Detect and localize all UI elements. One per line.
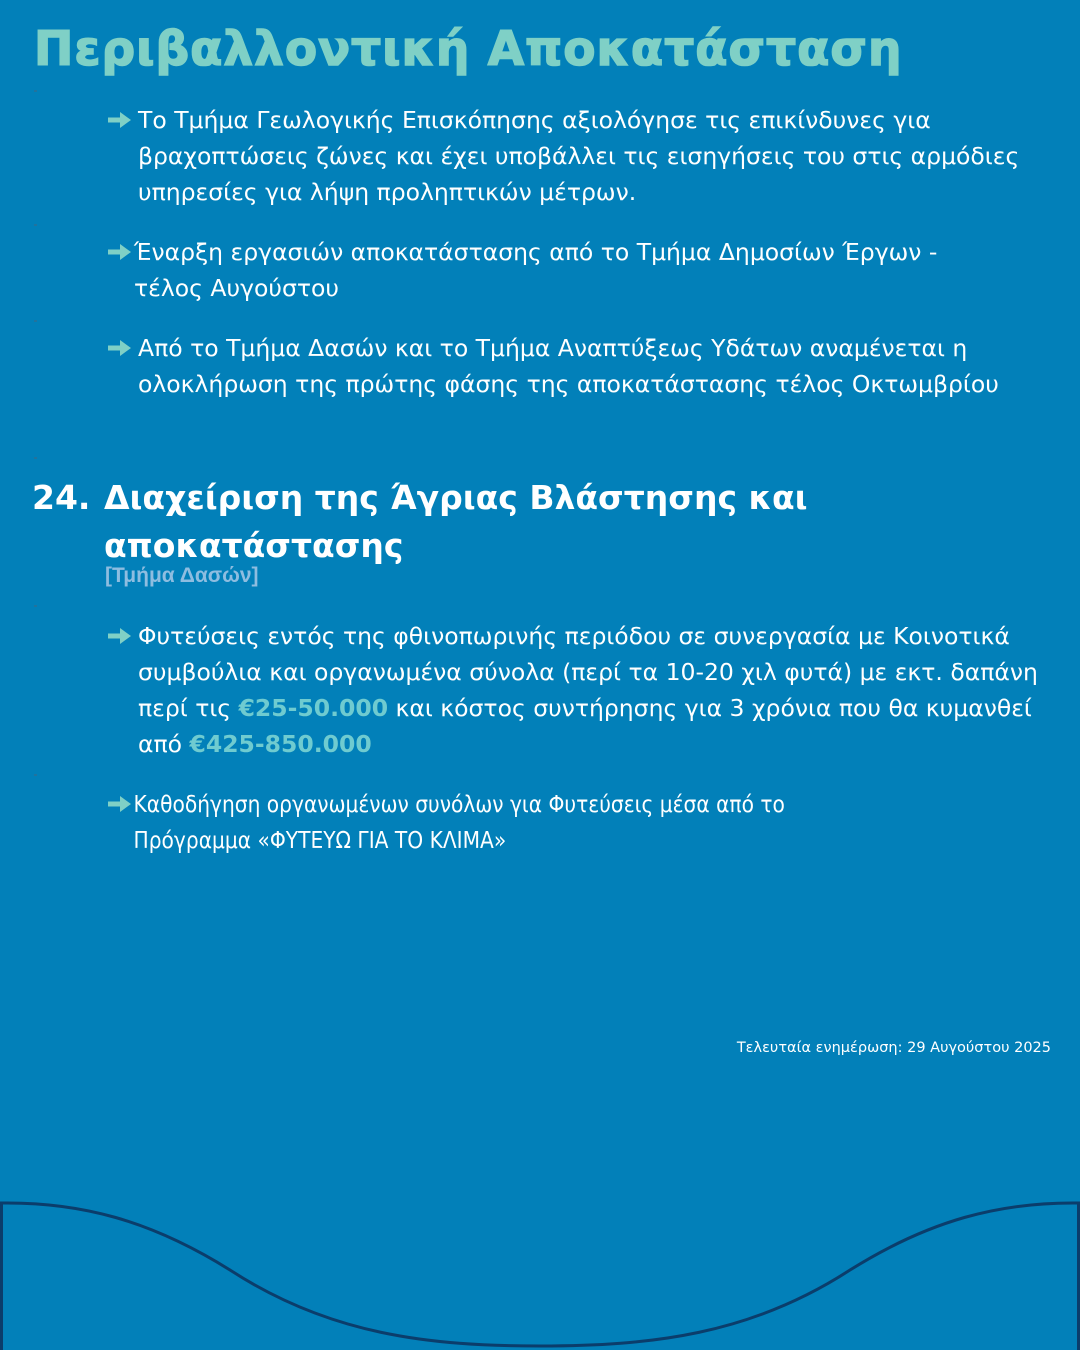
section-title-line1: Διαχείριση της Άγριας Βλάστησης και — [104, 478, 808, 517]
page-title: Περιβαλλοντική Αποκατάσταση — [34, 22, 903, 77]
list-item — [106, 234, 1066, 306]
list-item-text — [106, 618, 1066, 762]
last-updated: Τελευταία ενημέρωση: 29 Αυγούστου 2025 — [736, 1040, 1051, 1056]
list-item — [106, 330, 1066, 402]
list-item — [106, 618, 1066, 762]
department-label: [Τμήμα Δασών] — [105, 564, 259, 587]
arrow-right-icon — [106, 336, 134, 360]
list-item-text: Το Τμήμα Γεωλογικής Επισκόπησης αξιολόγησε τις επικίνδυνες για βραχοπτώσεις ζώνες και έχει υποβάλλει τις εισηγήσεις του στις αρμόδιες υπηρεσίες για λήψη προληπτικών μέτρων. — [138, 106, 1020, 206]
marker-dot — [34, 457, 37, 459]
section-title-line2: αποκατάστασης — [104, 526, 404, 565]
section-heading — [32, 474, 808, 570]
marker-dot — [34, 320, 37, 322]
cost-highlight: €25-50.000 — [238, 694, 389, 722]
arrow-right-icon — [106, 240, 134, 264]
marker-dot — [34, 605, 37, 607]
marker-dot — [34, 224, 37, 226]
text-line: Καθοδήγηση οργανωμένων συνόλων για Φυτεύσεις μέσα από το — [133, 790, 785, 818]
text-part: Φυτεύσεις εντός της φθινοπωρινής περιόδου σε συνεργασία με Κοινοτικά συμβούλια και οργανωμένα σύνολα (περί τα 10-20 χιλ φυτά) με εκτ. δαπάνη περί τις — [138, 622, 1038, 722]
list-item-text: Από το Τμήμα Δασών και το Τμήμα Αναπτύξεως Υδάτων αναμένεται η ολοκλήρωση της πρώτης φάσης της αποκατάστασης τέλος Οκτωμβρίου — [138, 334, 999, 398]
arrow-right-icon — [106, 624, 134, 648]
text-part: και κόστος συντήρησης για 3 χρόνια που θα κυμανθεί από — [138, 694, 1032, 758]
text-line: Πρόγραμμα «ΦΥΤΕΥΩ ΓΙΑ ΤΟ ΚΛΙΜΑ» — [133, 826, 507, 854]
list-item — [106, 102, 1066, 210]
arrow-right-icon — [106, 108, 134, 132]
list-item — [106, 786, 1066, 858]
wave-decoration — [0, 1190, 1080, 1350]
list-item-text — [106, 786, 994, 858]
section-number: 24. — [32, 478, 91, 517]
list-item-text: Έναρξη εργασιών αποκατάστασης από το Τμήμα Δημοσίων Έργων - τέλος Αυγούστου — [134, 238, 938, 302]
cost-highlight: €425-850.000 — [189, 730, 372, 758]
marker-dot — [34, 90, 37, 92]
marker-dot — [34, 774, 37, 776]
